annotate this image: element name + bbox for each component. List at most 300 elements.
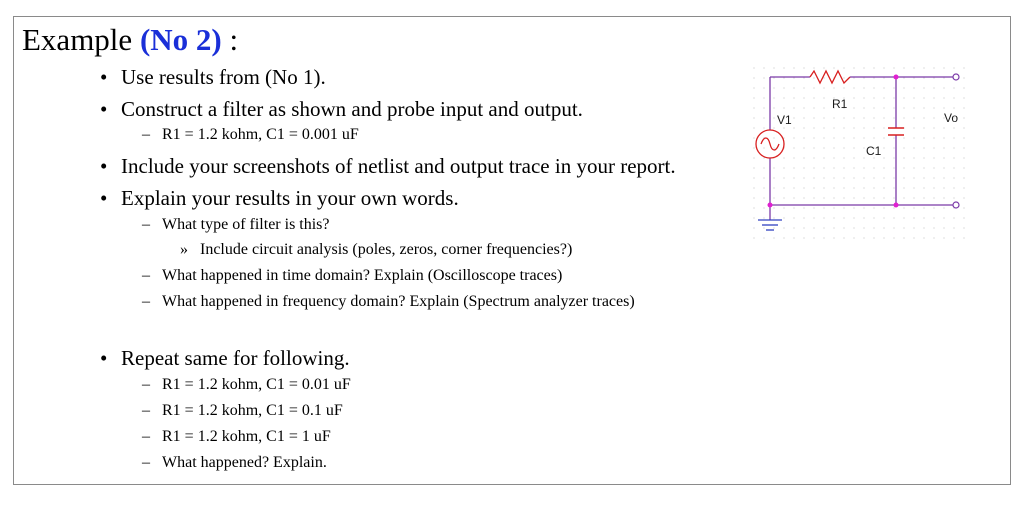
label-vo: Vo [944, 111, 959, 125]
grid-dot [813, 227, 814, 228]
grid-dot [853, 207, 854, 208]
grid-dot [863, 177, 864, 178]
grid-dot [903, 157, 904, 158]
grid-dot [823, 167, 824, 168]
grid-dot [943, 217, 944, 218]
grid-dot [863, 197, 864, 198]
grid-dot [793, 67, 794, 68]
grid-dot [893, 227, 894, 228]
grid-dot [893, 147, 894, 148]
grid-dot [853, 177, 854, 178]
grid-dot [863, 117, 864, 118]
grid-dot [903, 217, 904, 218]
grid-dot [873, 117, 874, 118]
grid-dot [953, 167, 954, 168]
grid-dot [763, 237, 764, 238]
grid-dot [863, 107, 864, 108]
grid-dot [903, 197, 904, 198]
grid-dot [883, 67, 884, 68]
grid-dot [843, 157, 844, 158]
grid-dot [803, 167, 804, 168]
grid-dot [803, 217, 804, 218]
node-dot [768, 203, 773, 208]
grid-dot [783, 217, 784, 218]
grid-dot [923, 177, 924, 178]
sub-item-text: R1 = 1.2 kohm, C1 = 0.001 uF [162, 126, 359, 143]
grid-dot [933, 217, 934, 218]
grid-dot [883, 127, 884, 128]
rc-filter-schematic [748, 62, 972, 242]
grid-dot [793, 107, 794, 108]
sub-item-text: What type of filter is this? [162, 216, 330, 233]
grid-dot [823, 117, 824, 118]
label-r1: R1 [832, 97, 848, 111]
grid-dot [923, 67, 924, 68]
grid-dot [903, 207, 904, 208]
grid-dot [753, 207, 754, 208]
grid-dot [903, 117, 904, 118]
grid-dot [813, 237, 814, 238]
grid-dot [923, 237, 924, 238]
grid-dot [803, 237, 804, 238]
grid-dot [853, 107, 854, 108]
grid-dot [843, 127, 844, 128]
grid-dot [883, 137, 884, 138]
grid-dot [833, 197, 834, 198]
bullet-text: Include your screenshots of netlist and output trace in your report. [121, 154, 676, 178]
grid-dot [763, 97, 764, 98]
grid-dot [883, 117, 884, 118]
grid-dot [763, 207, 764, 208]
grid-dot [753, 227, 754, 228]
grid-dot [873, 167, 874, 168]
resistor-r1 [810, 71, 850, 83]
grid-dot [843, 217, 844, 218]
grid-dot [953, 217, 954, 218]
grid-dot [913, 157, 914, 158]
grid-dot [823, 107, 824, 108]
terminal-ground [953, 202, 959, 208]
grid-dot [803, 87, 804, 88]
grid-dot [773, 87, 774, 88]
grid-dot [933, 167, 934, 168]
grid-dot [893, 177, 894, 178]
grid-dot [783, 67, 784, 68]
grid-dot [803, 157, 804, 158]
grid-dot [913, 117, 914, 118]
grid-dot [803, 117, 804, 118]
title-suffix: : [221, 22, 239, 57]
grid-dot [833, 157, 834, 158]
grid-dot [813, 137, 814, 138]
grid-dot [803, 137, 804, 138]
bullet-item: • Explain your results in your own words. [100, 186, 459, 210]
grid-dot [773, 227, 774, 228]
grid-dot [823, 97, 824, 98]
grid-dot [883, 87, 884, 88]
grid-dot [783, 107, 784, 108]
grid-dot [903, 67, 904, 68]
grid-dot [923, 227, 924, 228]
grid-dot [853, 237, 854, 238]
grid-dot [803, 97, 804, 98]
grid-dot [823, 217, 824, 218]
grid-dot [873, 177, 874, 178]
grid-dot [923, 197, 924, 198]
grid-dot [753, 197, 754, 198]
grid-dot [863, 157, 864, 158]
grid-dot [883, 157, 884, 158]
grid-dot [963, 97, 964, 98]
grid-dot [843, 67, 844, 68]
grid-dot [803, 187, 804, 188]
grid-dot [853, 117, 854, 118]
grid-dot [923, 207, 924, 208]
grid-dot [823, 147, 824, 148]
grid-dot [863, 237, 864, 238]
grid-dot [763, 117, 764, 118]
bullet-text: Repeat same for following. [121, 346, 350, 370]
grid-dot [873, 207, 874, 208]
grid-dot [823, 207, 824, 208]
grid-dot [753, 137, 754, 138]
grid-dot [933, 197, 934, 198]
grid-dot [893, 67, 894, 68]
grid-dot [833, 87, 834, 88]
grid-dot [913, 87, 914, 88]
grid-dot [933, 237, 934, 238]
grid-dot [933, 157, 934, 158]
grid-dot [923, 127, 924, 128]
grid-dot [833, 207, 834, 208]
grid-dot [963, 117, 964, 118]
grid-dot [833, 127, 834, 128]
grid-dot [813, 197, 814, 198]
grid-dot [833, 147, 834, 148]
grid-dot [853, 147, 854, 148]
grid-dot [763, 177, 764, 178]
title-highlight: (No 2) [139, 22, 222, 57]
grid-dot [773, 207, 774, 208]
grid-dot [823, 67, 824, 68]
grid-dot [923, 117, 924, 118]
bullet-item: • Use results from (No 1). [100, 65, 326, 89]
grid-dot [773, 177, 774, 178]
grid-dot [813, 67, 814, 68]
grid-dot [763, 197, 764, 198]
grid-dot [753, 117, 754, 118]
grid-dot [763, 187, 764, 188]
grid-dot [883, 227, 884, 228]
grid-dot [963, 207, 964, 208]
grid-dot [963, 177, 964, 178]
grid-dot [883, 217, 884, 218]
grid-dot [923, 167, 924, 168]
grid-dot [813, 207, 814, 208]
grid-dot [913, 167, 914, 168]
grid-dot [903, 187, 904, 188]
grid-dot [813, 217, 814, 218]
grid-dot [753, 147, 754, 148]
grid-dot [793, 167, 794, 168]
grid-dot [943, 87, 944, 88]
grid-dot [853, 187, 854, 188]
grid-dot [873, 127, 874, 128]
grid-dot [953, 97, 954, 98]
grid-dot [873, 107, 874, 108]
sub-sub-item: » Include circuit analysis (poles, zeros, corner frequencies?) [180, 241, 573, 258]
grid-dot [793, 197, 794, 198]
grid-dot [753, 187, 754, 188]
grid-dot [823, 157, 824, 158]
grid-dot [833, 177, 834, 178]
grid-dot [793, 187, 794, 188]
grid-dot [943, 237, 944, 238]
node-dot [894, 203, 899, 208]
grid-dot [883, 107, 884, 108]
grid-dot [953, 147, 954, 148]
grid-dot [753, 127, 754, 128]
grid-dot [913, 197, 914, 198]
grid-dot [883, 197, 884, 198]
grid-dot [853, 227, 854, 228]
grid-dot [773, 237, 774, 238]
grid-dot [753, 167, 754, 168]
sub-item: – What type of filter is this? [142, 216, 330, 233]
grid-dot [803, 227, 804, 228]
grid-dot [853, 167, 854, 168]
grid-dot [753, 177, 754, 178]
grid-dot [903, 167, 904, 168]
grid-dot [893, 117, 894, 118]
grid-dot [843, 197, 844, 198]
grid-dot [933, 177, 934, 178]
grid-dot [773, 147, 774, 148]
grid-dot [873, 217, 874, 218]
grid-dot [753, 77, 754, 78]
grid-dot [783, 237, 784, 238]
grid-dot [753, 107, 754, 108]
label-v1: V1 [777, 113, 792, 127]
grid-dot [783, 97, 784, 98]
sub-item: – R1 = 1.2 kohm, C1 = 0.01 uF [142, 376, 351, 393]
sub-item: – R1 = 1.2 kohm, C1 = 0.001 uF [142, 126, 359, 143]
grid-dot [883, 147, 884, 148]
grid-dot [963, 127, 964, 128]
grid-dot [963, 227, 964, 228]
grid-dot [953, 187, 954, 188]
grid-dot [843, 117, 844, 118]
grid-dot [863, 67, 864, 68]
grid-dot [803, 177, 804, 178]
grid-dot [813, 117, 814, 118]
grid-dot [763, 127, 764, 128]
grid-dot [823, 177, 824, 178]
grid-dot [793, 157, 794, 158]
grid-dot [833, 217, 834, 218]
grid-dot [813, 177, 814, 178]
grid-dot [793, 217, 794, 218]
grid-dot [923, 87, 924, 88]
grid-dot [783, 157, 784, 158]
grid-dot [803, 127, 804, 128]
grid-dot [853, 97, 854, 98]
grid-dot [783, 177, 784, 178]
grid-dot [913, 227, 914, 228]
grid-dot [933, 147, 934, 148]
grid-dot [803, 197, 804, 198]
grid-dot [763, 157, 764, 158]
grid-dot [753, 157, 754, 158]
grid-dot [933, 107, 934, 108]
sub-item: – R1 = 1.2 kohm, C1 = 0.1 uF [142, 402, 343, 419]
grid-dot [963, 167, 964, 168]
grid-dot [953, 107, 954, 108]
bullet-text: Explain your results in your own words. [121, 186, 459, 210]
grid-dot [933, 127, 934, 128]
bullet-item: • Construct a filter as shown and probe input and output. [100, 97, 583, 121]
grid-dot [873, 67, 874, 68]
grid-dot [943, 97, 944, 98]
grid-dot [813, 127, 814, 128]
grid-dot [863, 167, 864, 168]
grid-dot [903, 237, 904, 238]
grid-dot [953, 197, 954, 198]
grid-dot [863, 217, 864, 218]
grid-dot [813, 187, 814, 188]
grid-dot [893, 107, 894, 108]
grid-dot [943, 67, 944, 68]
sub-item: – R1 = 1.2 kohm, C1 = 1 uF [142, 428, 331, 445]
grid-dot [873, 87, 874, 88]
grid-dot [913, 217, 914, 218]
grid-dot [853, 137, 854, 138]
grid-dot [943, 107, 944, 108]
grid-dot [833, 187, 834, 188]
grid-dot [913, 187, 914, 188]
grid-dot [943, 157, 944, 158]
grid-dot [813, 77, 814, 78]
terminal-output [953, 74, 959, 80]
grid-dot [773, 187, 774, 188]
grid-dot [803, 67, 804, 68]
grid-dot [763, 227, 764, 228]
grid-dot [883, 207, 884, 208]
grid-dot [913, 127, 914, 128]
grid-dot [793, 87, 794, 88]
grid-dot [893, 167, 894, 168]
grid-dot [963, 77, 964, 78]
grid-dot [763, 87, 764, 88]
grid-dot [893, 137, 894, 138]
grid-dot [933, 117, 934, 118]
grid-dot [853, 87, 854, 88]
grid-dot [843, 187, 844, 188]
grid-dot [953, 67, 954, 68]
grid-dot [803, 207, 804, 208]
grid-dot [783, 207, 784, 208]
grid-dot [853, 127, 854, 128]
grid-dot [873, 197, 874, 198]
grid-dot [823, 187, 824, 188]
sub-item-text: What happened in time domain? Explain (Oscilloscope traces) [162, 267, 563, 284]
grid-dot [893, 97, 894, 98]
grid-dot [893, 207, 894, 208]
grid-dot [873, 97, 874, 98]
grid-dot [813, 157, 814, 158]
grid-dot [843, 137, 844, 138]
grid-dot [933, 227, 934, 228]
grid-dot [783, 87, 784, 88]
grid-dot [893, 197, 894, 198]
grid-dot [843, 87, 844, 88]
grid-dot [953, 157, 954, 158]
grid-dot [773, 117, 774, 118]
grid-dot [833, 227, 834, 228]
grid-dot [763, 77, 764, 78]
grid-dot [933, 207, 934, 208]
grid-dot [843, 237, 844, 238]
grid-dot [943, 187, 944, 188]
grid-dot [913, 177, 914, 178]
grid-dot [843, 167, 844, 168]
grid-dot [793, 207, 794, 208]
grid-dot [963, 87, 964, 88]
grid-dot [833, 117, 834, 118]
grid-dot [953, 127, 954, 128]
grid-dot [763, 167, 764, 168]
grid-dot [773, 217, 774, 218]
grid-dot [873, 237, 874, 238]
grid-dot [913, 137, 914, 138]
grid-dot [783, 137, 784, 138]
grid-dot [783, 187, 784, 188]
grid-dot [893, 187, 894, 188]
label-c1: C1 [866, 144, 882, 158]
grid-dot [883, 237, 884, 238]
grid-dot [903, 87, 904, 88]
grid-dot [943, 127, 944, 128]
grid-dot [963, 237, 964, 238]
title-prefix: Example [22, 22, 140, 57]
grid-dot [763, 147, 764, 148]
grid-dot [753, 87, 754, 88]
grid-dot [793, 237, 794, 238]
grid-dot [873, 137, 874, 138]
grid-dot [903, 177, 904, 178]
grid-dot [933, 97, 934, 98]
grid-dot [793, 127, 794, 128]
grid-dot [923, 217, 924, 218]
sub-item: – What happened in frequency domain? Explain (Spectrum analyzer traces) [142, 293, 635, 310]
node-dot [894, 75, 899, 80]
grid-dot [813, 167, 814, 168]
grid-dot [793, 177, 794, 178]
grid-dot [913, 97, 914, 98]
grid-dot [773, 137, 774, 138]
grid-dot [773, 127, 774, 128]
grid-dot [773, 107, 774, 108]
grid-dot [863, 97, 864, 98]
grid-dot [863, 87, 864, 88]
grid-dot [753, 217, 754, 218]
grid-dot [813, 97, 814, 98]
grid-dot [953, 87, 954, 88]
grid-dot [923, 137, 924, 138]
grid-dot [953, 177, 954, 178]
grid-dot [943, 147, 944, 148]
grid-dot [893, 237, 894, 238]
